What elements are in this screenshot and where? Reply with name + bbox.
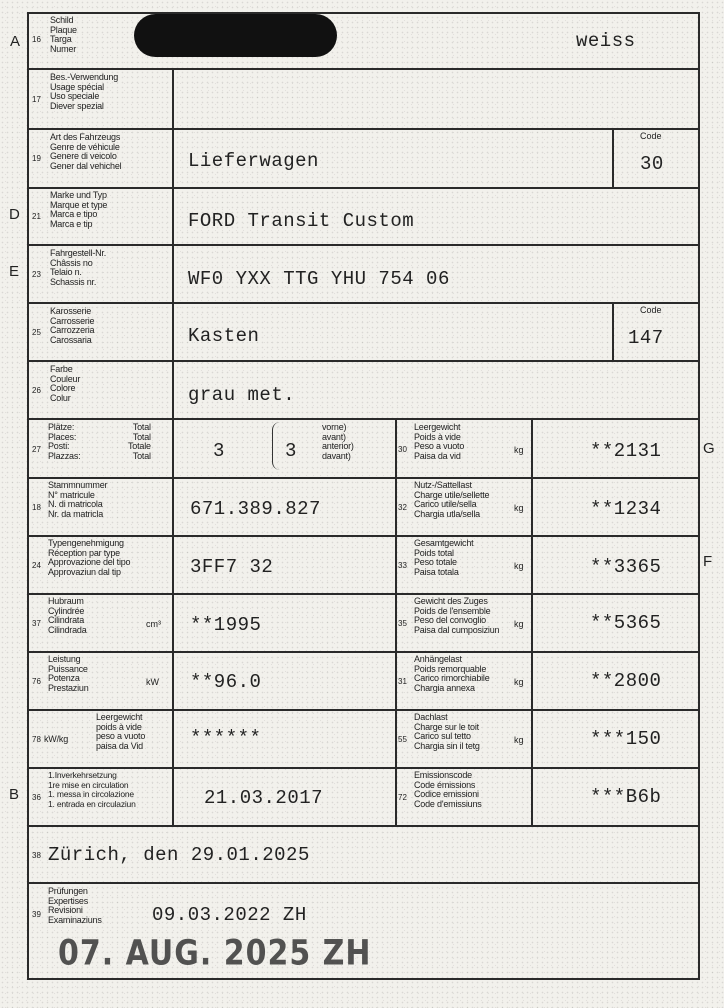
row-line: [27, 825, 699, 827]
field-number-78: 78: [32, 735, 41, 744]
label-payload: Nutz-/Sattellast Charge utile/sellette Carico utile/sella Chargia utla/sella: [414, 480, 490, 519]
frame-top: [27, 12, 699, 14]
value-plate-color: weiss: [576, 30, 636, 52]
label-displacement: Hubraum Cylindrée Cilindrata Cilindrada: [48, 596, 87, 635]
redacted-plate-number: [134, 14, 337, 57]
row-line: [27, 418, 699, 420]
label-gross-weight: Gesamtgewicht Poids total Peso totale Paisa totala: [414, 538, 474, 577]
value-seats-total: 3: [213, 440, 225, 462]
row-line: [27, 360, 699, 362]
label-seats-total: Total Total Totale Total: [128, 422, 151, 461]
value-last-inspection: 09.03.2022 ZH: [152, 904, 307, 926]
label-roof-load: Dachlast Charge sur le toit Carico sul tetto Chargia sin il tetg: [414, 712, 480, 751]
row-line: [27, 767, 699, 769]
unit-kg-31: kg: [514, 677, 524, 687]
field-number-16: 16: [32, 35, 41, 44]
row-line: [27, 244, 699, 246]
value-make-type: FORD Transit Custom: [188, 210, 415, 232]
unit-cm3: cm³: [146, 619, 161, 629]
field-number-32: 32: [398, 503, 407, 512]
row-line: [27, 68, 699, 70]
code-line-19: [612, 128, 614, 187]
unit-kg-30: kg: [514, 445, 524, 455]
value-empty-weight: **2131: [590, 440, 662, 462]
label-make-type: Marke und Typ Marque et type Marca e tipo Marca e tip: [50, 190, 108, 229]
field-number-39: 39: [32, 910, 41, 919]
label-master-number: Stammnummer N° matricule N. di matricola Nr. da matricla: [48, 480, 108, 519]
field-number-17: 17: [32, 95, 41, 104]
label-vehicle-kind: Art des Fahrzeugs Genre de véhicule Genere di veicolo Gener dal vehichel: [50, 132, 122, 171]
field-number-24: 24: [32, 561, 41, 570]
label-column-line: [172, 68, 174, 825]
margin-letter-a: A: [10, 33, 21, 50]
field-number-38: 38: [32, 851, 41, 860]
inspection-stamp: 07. AUG. 2025 ZH: [58, 933, 372, 974]
value-body-type: Kasten: [188, 325, 260, 347]
value-place-date: Zürich, den 29.01.2025: [48, 844, 310, 866]
mid-column-line: [395, 418, 397, 825]
row-line: [27, 128, 699, 130]
field-number-21: 21: [32, 212, 41, 221]
label-emission-code: Emissionscode Code émissions Codice emissioni Code d'emissiuns: [414, 770, 482, 809]
field-number-33: 33: [398, 561, 407, 570]
field-number-30: 30: [398, 445, 407, 454]
right-value-line: [531, 418, 533, 825]
label-power-weight-ratio: kW/kg: [44, 734, 69, 744]
value-trailer-load: **2800: [590, 670, 662, 692]
field-number-23: 23: [32, 270, 41, 279]
frame-left: [27, 12, 29, 980]
margin-letter-g: G: [703, 440, 715, 457]
label-first-registration: 1.Inverkehrsetzung 1re mise en circulation 1. messa in circolazione 1. entrada en circulaziun: [48, 770, 136, 809]
value-gross-weight: **3365: [590, 556, 662, 578]
field-number-35: 35: [398, 619, 407, 628]
field-number-25: 25: [32, 328, 41, 337]
margin-letter-f: F: [703, 553, 713, 570]
label-empty-weight: Leergewicht Poids à vide Peso a vuoto Paisa da vid: [414, 422, 465, 461]
field-number-55: 55: [398, 735, 407, 744]
value-seats-front: 3: [285, 440, 297, 462]
label-seats-front: vorne) avant) anterior) davant): [322, 422, 354, 461]
value-power: **96.0: [190, 671, 262, 693]
value-vehicle-kind: Lieferwagen: [188, 150, 319, 172]
field-number-26: 26: [32, 386, 41, 395]
value-type-approval: 3FF7 32: [190, 556, 274, 578]
margin-letter-b: B: [9, 786, 20, 803]
value-body-code: 147: [628, 327, 664, 349]
row-line: [27, 535, 699, 537]
label-special-use: Bes.-Verwendung Usage spécial Uso speciale Diever spezial: [50, 72, 119, 111]
field-number-31: 31: [398, 677, 407, 686]
label-train-weight: Gewicht des Zuges Poids de l'ensemble Peso del convoglio Paisa dal cumposiziun: [414, 596, 500, 635]
frame-bottom: [27, 978, 699, 980]
unit-kw: kW: [146, 677, 159, 687]
field-number-76: 76: [32, 677, 41, 686]
field-number-72: 72: [398, 793, 407, 802]
margin-letter-d: D: [9, 206, 20, 223]
frame-right: [698, 12, 700, 980]
row-line: [27, 882, 699, 884]
unit-kg-35: kg: [514, 619, 524, 629]
code-heading-19: Code: [640, 131, 662, 141]
label-seats: Plätze: Places: Posti: Plazzas:: [48, 422, 81, 461]
unit-kg-55: kg: [514, 735, 524, 745]
label-inspections: Prüfungen Expertises Revisioni Examinaziuns: [48, 886, 102, 925]
field-number-19: 19: [32, 154, 41, 163]
row-line: [27, 709, 699, 711]
row-line: [27, 302, 699, 304]
row-line: [27, 593, 699, 595]
value-color: grau met.: [188, 384, 296, 406]
label-type-approval: Typengenehmigung Réception par type Approvazione del tipo Approvaziun dal tip: [48, 538, 131, 577]
value-vehicle-code: 30: [640, 153, 664, 175]
row-line: [27, 477, 699, 479]
label-trailer-load: Anhängelast Poids remorquable Carico rimorchiabile Chargia annexa: [414, 654, 490, 693]
value-chassis-number: WF0 YXX TTG YHU 754 06: [188, 268, 450, 290]
value-first-registration: 21.03.2017: [204, 787, 324, 809]
label-power: Leistung Puissance Potenza Prestaziun: [48, 654, 89, 693]
label-plate: Schild Plaque Targa Numer: [50, 15, 77, 54]
row-line: [27, 651, 699, 653]
label-body-type: Karosserie Carrosserie Carrozzeria Carossaria: [50, 306, 95, 345]
value-payload: **1234: [590, 498, 662, 520]
field-number-18: 18: [32, 503, 41, 512]
unit-kg-32: kg: [514, 503, 524, 513]
code-line-25: [612, 302, 614, 360]
row-line: [27, 187, 699, 189]
value-master-number: 671.389.827: [190, 498, 321, 520]
label-color: Farbe Couleur Colore Colur: [50, 364, 81, 403]
value-power-weight-ratio: ******: [190, 727, 262, 749]
value-train-weight: **5365: [590, 612, 662, 634]
field-number-36: 36: [32, 793, 41, 802]
label-chassis-number: Fahrgestell-Nr. Châssis no Telaio n. Schassis nr.: [50, 248, 107, 287]
code-heading-25: Code: [640, 305, 662, 315]
seats-bracket: [272, 422, 283, 470]
value-emission-code: ***B6b: [590, 786, 662, 808]
field-number-37: 37: [32, 619, 41, 628]
value-displacement: **1995: [190, 614, 262, 636]
unit-kg-33: kg: [514, 561, 524, 571]
label-empty-weight-ratio: Leergewicht poids à vide peso a vuoto paisa da Vid: [96, 712, 146, 751]
margin-letter-e: E: [9, 263, 20, 280]
field-number-27: 27: [32, 445, 41, 454]
value-roof-load: ***150: [590, 728, 662, 750]
